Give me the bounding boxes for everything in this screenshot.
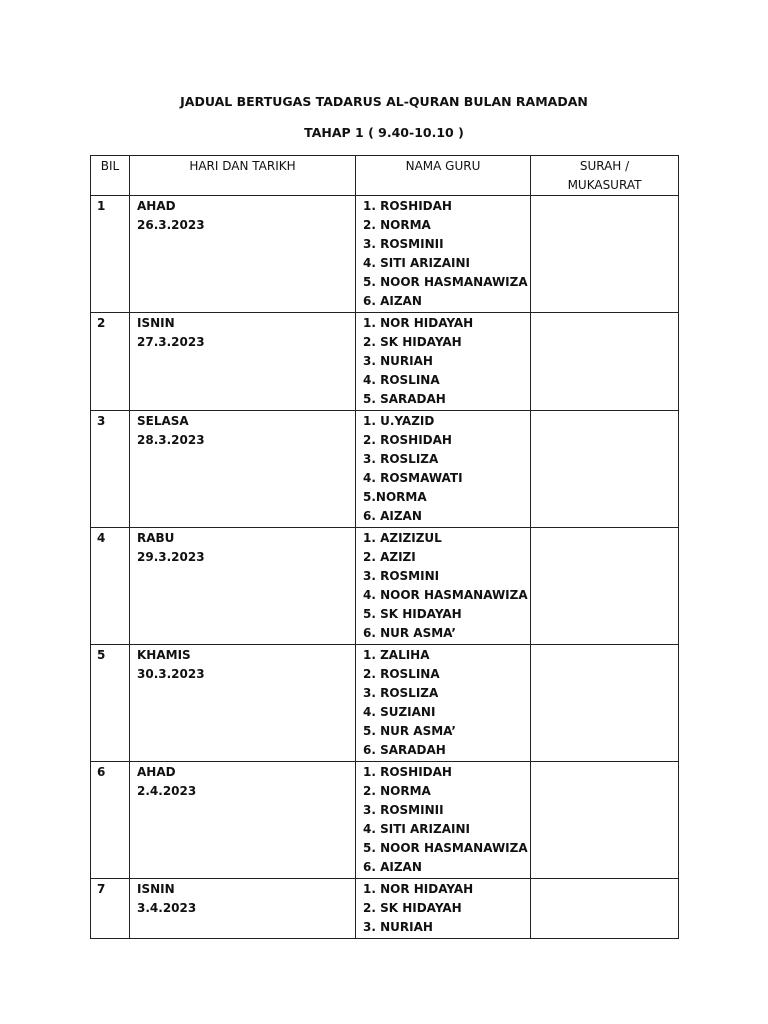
cell-surah-mukasurat xyxy=(531,196,679,313)
schedule-body xyxy=(91,196,679,939)
cell-bil xyxy=(91,645,130,762)
teacher-name: 2. ROSHIDAH xyxy=(363,433,452,447)
teacher-name: 3. ROSLIZA xyxy=(363,686,439,700)
cell-bil xyxy=(91,528,130,645)
cell-hari-dan-tarikh xyxy=(130,762,356,879)
teacher-name: 6. NUR ASMA’ xyxy=(363,626,456,640)
cell-bil xyxy=(91,762,130,879)
cell-surah-mukasurat xyxy=(531,313,679,411)
row-number: 5 xyxy=(97,648,106,662)
document-subtitle: TAHAP 1 ( 9.40-10.10 ) xyxy=(304,125,464,140)
surah-value xyxy=(531,645,678,647)
day-name: SELASA xyxy=(137,414,189,428)
cell-hari-dan-tarikh xyxy=(130,879,356,939)
cell-nama-guru xyxy=(356,879,531,939)
date: 27.3.2023 xyxy=(137,335,205,349)
teacher-name: 2. AZIZI xyxy=(363,550,416,564)
table-row xyxy=(91,762,679,879)
cell-surah-mukasurat xyxy=(531,762,679,879)
surah-value xyxy=(531,762,678,764)
table-row xyxy=(91,196,679,313)
table-row xyxy=(91,313,679,411)
teacher-name: 4. SITI ARIZAINI xyxy=(363,822,470,836)
header-surah-line1: SURAH / xyxy=(579,159,630,173)
teacher-name: 5. SK HIDAYAH xyxy=(363,607,462,621)
document-title: JADUAL BERTUGAS TADARUS AL-QURAN BULAN RAMADAN xyxy=(180,94,588,109)
day-name: AHAD xyxy=(137,765,176,779)
teacher-name: 6. AIZAN xyxy=(363,294,422,308)
table-row xyxy=(91,645,679,762)
table-row xyxy=(91,528,679,645)
day-name: ISNIN xyxy=(137,882,175,896)
teacher-name: 1. NOR HIDAYAH xyxy=(363,316,474,330)
header-nama-guru: NAMA GURU xyxy=(356,156,531,196)
teacher-name: 3. NURIAH xyxy=(363,920,433,934)
cell-hari-dan-tarikh xyxy=(130,196,356,313)
cell-nama-guru xyxy=(356,411,531,528)
teacher-name: 3. NURIAH xyxy=(363,354,433,368)
teacher-name: 1. ZALIHA xyxy=(363,648,430,662)
surah-value xyxy=(531,879,678,881)
teacher-name: 5. NOOR HASMANAWIZA xyxy=(363,841,528,855)
cell-bil xyxy=(91,313,130,411)
teacher-name: 5. NOOR HASMANAWIZA xyxy=(363,275,528,289)
teacher-name: 3. ROSMINI xyxy=(363,569,440,583)
teacher-name: 6. AIZAN xyxy=(363,509,422,523)
cell-bil xyxy=(91,879,130,939)
header-bil: BIL xyxy=(91,156,130,196)
date: 28.3.2023 xyxy=(137,433,205,447)
date: 30.3.2023 xyxy=(137,667,205,681)
cell-bil xyxy=(91,196,130,313)
cell-surah-mukasurat xyxy=(531,879,679,939)
cell-hari-dan-tarikh xyxy=(130,313,356,411)
date: 29.3.2023 xyxy=(137,550,205,564)
cell-nama-guru xyxy=(356,528,531,645)
row-number: 1 xyxy=(97,199,106,213)
teacher-name: 2. NORMA xyxy=(363,218,431,232)
teacher-name: 6. SARADAH xyxy=(363,743,446,757)
cell-surah-mukasurat xyxy=(531,645,679,762)
day-name: AHAD xyxy=(137,199,176,213)
row-number: 7 xyxy=(97,882,106,896)
cell-hari-dan-tarikh xyxy=(130,645,356,762)
teacher-name: 2. SK HIDAYAH xyxy=(363,335,462,349)
cell-nama-guru xyxy=(356,762,531,879)
cell-nama-guru xyxy=(356,196,531,313)
teacher-name: 4. ROSLINA xyxy=(363,373,440,387)
date: 26.3.2023 xyxy=(137,218,205,232)
cell-hari-dan-tarikh xyxy=(130,528,356,645)
teacher-name: 4. SITI ARIZAINI xyxy=(363,256,470,270)
date: 3.4.2023 xyxy=(137,901,197,915)
teacher-name: 1. NOR HIDAYAH xyxy=(363,882,474,896)
table-row xyxy=(91,411,679,528)
teacher-name: 2. ROSLINA xyxy=(363,667,440,681)
table-row xyxy=(91,879,679,939)
teacher-name: 5. SARADAH xyxy=(363,392,446,406)
surah-value xyxy=(531,411,678,413)
teacher-name: 5.NORMA xyxy=(363,490,427,504)
table-header-row xyxy=(91,156,679,196)
teacher-name: 4. NOOR HASMANAWIZA xyxy=(363,588,528,602)
teacher-name: 1. ROSHIDAH xyxy=(363,199,452,213)
row-number: 6 xyxy=(97,765,106,779)
teacher-name: 3. ROSMINII xyxy=(363,803,444,817)
cell-hari-dan-tarikh xyxy=(130,411,356,528)
teacher-name: 3. ROSMINII xyxy=(363,237,444,251)
header-surah-mukasurat xyxy=(531,156,679,196)
row-number: 4 xyxy=(97,531,106,545)
surah-value xyxy=(531,313,678,315)
teacher-name: 1. AZIZIZUL xyxy=(363,531,442,545)
cell-nama-guru xyxy=(356,313,531,411)
row-number: 3 xyxy=(97,414,106,428)
cell-surah-mukasurat xyxy=(531,528,679,645)
teacher-name: 5. NUR ASMA’ xyxy=(363,724,456,738)
row-number: 2 xyxy=(97,316,106,330)
day-name: ISNIN xyxy=(137,316,175,330)
header-surah-line2: MUKASURAT xyxy=(567,178,642,192)
day-name: KHAMIS xyxy=(137,648,191,662)
cell-bil xyxy=(91,411,130,528)
teacher-name: 3. ROSLIZA xyxy=(363,452,439,466)
teacher-name: 4. ROSMAWATI xyxy=(363,471,463,485)
header-hari-dan-tarikh: HARI DAN TARIKH xyxy=(130,156,356,196)
teacher-name: 6. AIZAN xyxy=(363,860,422,874)
day-name: RABU xyxy=(137,531,175,545)
surah-value xyxy=(531,528,678,530)
cell-nama-guru xyxy=(356,645,531,762)
teacher-name: 1. U.YAZID xyxy=(363,414,435,428)
teacher-name: 2. SK HIDAYAH xyxy=(363,901,462,915)
date: 2.4.2023 xyxy=(137,784,197,798)
cell-surah-mukasurat xyxy=(531,411,679,528)
surah-value xyxy=(531,196,678,198)
teacher-name: 1. ROSHIDAH xyxy=(363,765,452,779)
schedule-table xyxy=(90,155,679,939)
teacher-name: 4. SUZIANI xyxy=(363,705,436,719)
teacher-name: 2. NORMA xyxy=(363,784,431,798)
